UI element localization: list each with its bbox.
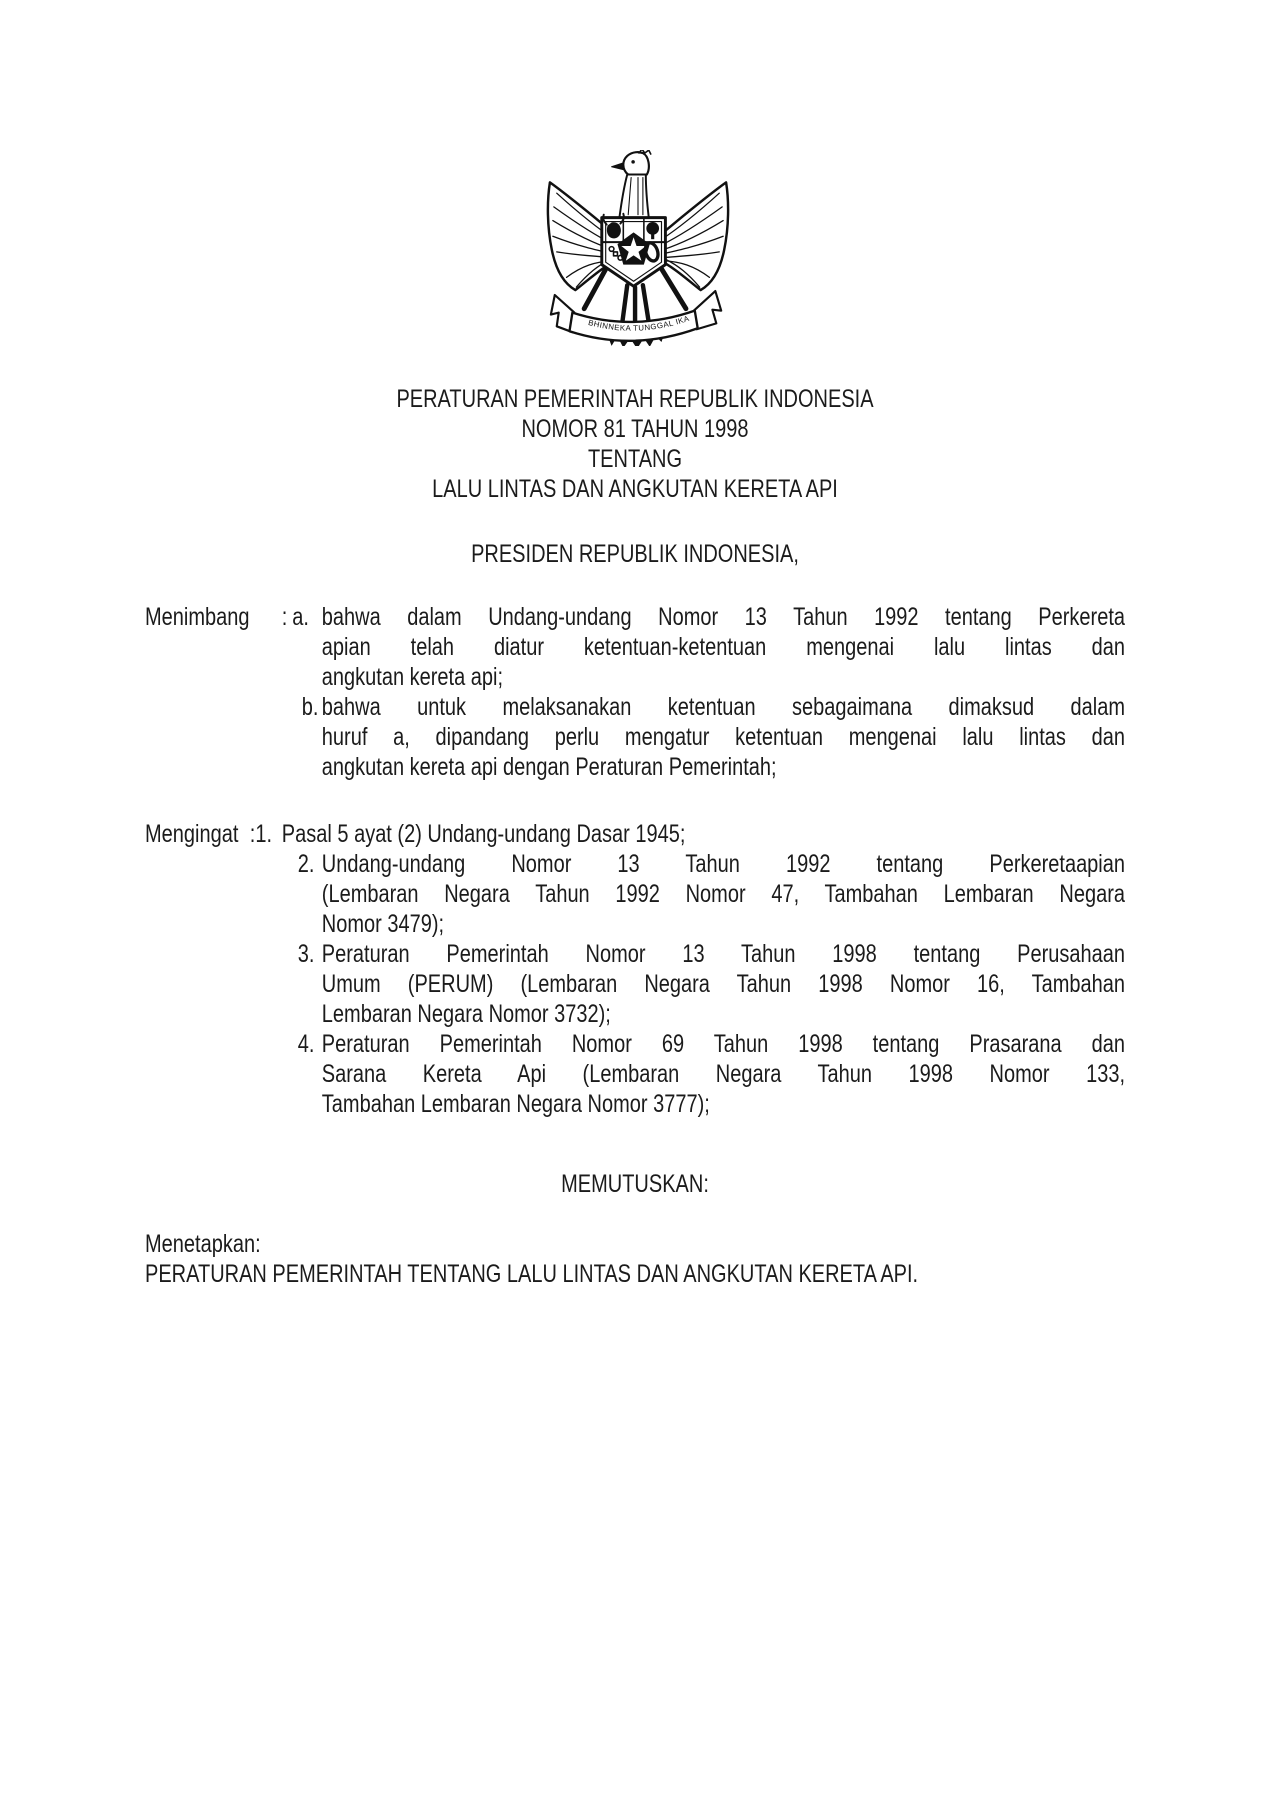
- text-line: Sarana Kereta Api (Lembaran Negara Tahun 1998 Nomor 133,: [321, 1060, 1125, 1088]
- title-line-2: NOMOR 81 TAHUN 1998: [521, 415, 749, 443]
- text-line: (Lembaran Negara Tahun 1992 Nomor 47, Tambahan Lembaran Negara: [321, 880, 1125, 908]
- text-line: Peraturan Pemerintah Nomor 69 Tahun 1998 tentang Prasarana dan: [321, 1030, 1125, 1058]
- emblem-motto-text: BHINNEKA TUNGGAL IKA: [586, 313, 691, 333]
- text-line: huruf a, dipandang perlu mengatur ketentuan mengenai lalu lintas dan: [321, 723, 1125, 751]
- document-page: [0, 150, 1275, 1800]
- document-title: [145, 384, 1125, 504]
- menetapkan-label: Menetapkan:: [145, 1230, 261, 1258]
- garuda-pancasila-emblem: [545, 150, 731, 346]
- title-line-1: PERATURAN PEMERINTAH REPUBLIK INDONESIA: [396, 385, 874, 413]
- item-marker: :1.: [249, 820, 273, 848]
- text-line: Pasal 5 ayat (2) Undang-undang Dasar 1945;: [281, 820, 686, 848]
- item-marker: a.: [292, 603, 309, 631]
- document-body: [145, 384, 1125, 1289]
- mengingat-item-3: [145, 939, 1125, 1029]
- memutuskan-heading: MEMUTUSKAN:: [561, 1170, 709, 1198]
- menimbang-label: Menimbang: [145, 603, 250, 631]
- emblem: [545, 150, 731, 346]
- menimbang-item-b: [145, 692, 1125, 782]
- text-line: Nomor 3479);: [321, 910, 445, 938]
- mengingat-section: [145, 819, 1125, 1119]
- text-line: bahwa untuk melaksanakan ketentuan sebagaimana dimaksud dalam: [321, 693, 1125, 721]
- item-marker: 3.: [297, 940, 315, 968]
- text-line: angkutan kereta api;: [321, 663, 504, 691]
- title-line-4: LALU LINTAS DAN ANGKUTAN KERETA API: [432, 475, 838, 503]
- menimbang-colon: :: [281, 603, 288, 631]
- item-marker: b.: [301, 693, 319, 721]
- mengingat-item-4: [145, 1029, 1125, 1119]
- text-line: Peraturan Pemerintah Nomor 13 Tahun 1998 tentang Perusahaan: [321, 940, 1125, 968]
- menetapkan-section: [145, 1229, 1125, 1289]
- text-line: angkutan kereta api dengan Peraturan Pemerintah;: [321, 753, 777, 781]
- item-marker: 2.: [297, 850, 315, 878]
- menetapkan-body: PERATURAN PEMERINTAH TENTANG LALU LINTAS DAN ANGKUTAN KERETA API.: [145, 1260, 919, 1288]
- text-line: Lembaran Negara Nomor 3732);: [321, 1000, 611, 1028]
- title-line-3: TENTANG: [587, 445, 683, 473]
- text-line: Umum (PERUM) (Lembaran Negara Tahun 1998 Nomor 16, Tambahan: [321, 970, 1125, 998]
- menimbang-item-a: [145, 602, 1125, 692]
- text-line: Undang-undang Nomor 13 Tahun 1992 tentang Perkeretaapian: [321, 850, 1125, 878]
- mengingat-item-2: [145, 849, 1125, 939]
- text-line: bahwa dalam Undang-undang Nomor 13 Tahun 1992 tentang Perkereta: [321, 603, 1125, 631]
- text-line: Tambahan Lembaran Negara Nomor 3777);: [321, 1090, 710, 1118]
- mengingat-item-1: [145, 819, 1125, 849]
- mengingat-label: Mengingat: [145, 820, 239, 848]
- presiden-heading: PRESIDEN REPUBLIK INDONESIA,: [471, 540, 799, 568]
- text-line: apian telah diatur ketentuan-ketentuan mengenai lalu lintas dan: [321, 633, 1125, 661]
- item-marker: 4.: [297, 1030, 315, 1058]
- menimbang-section: [145, 602, 1125, 782]
